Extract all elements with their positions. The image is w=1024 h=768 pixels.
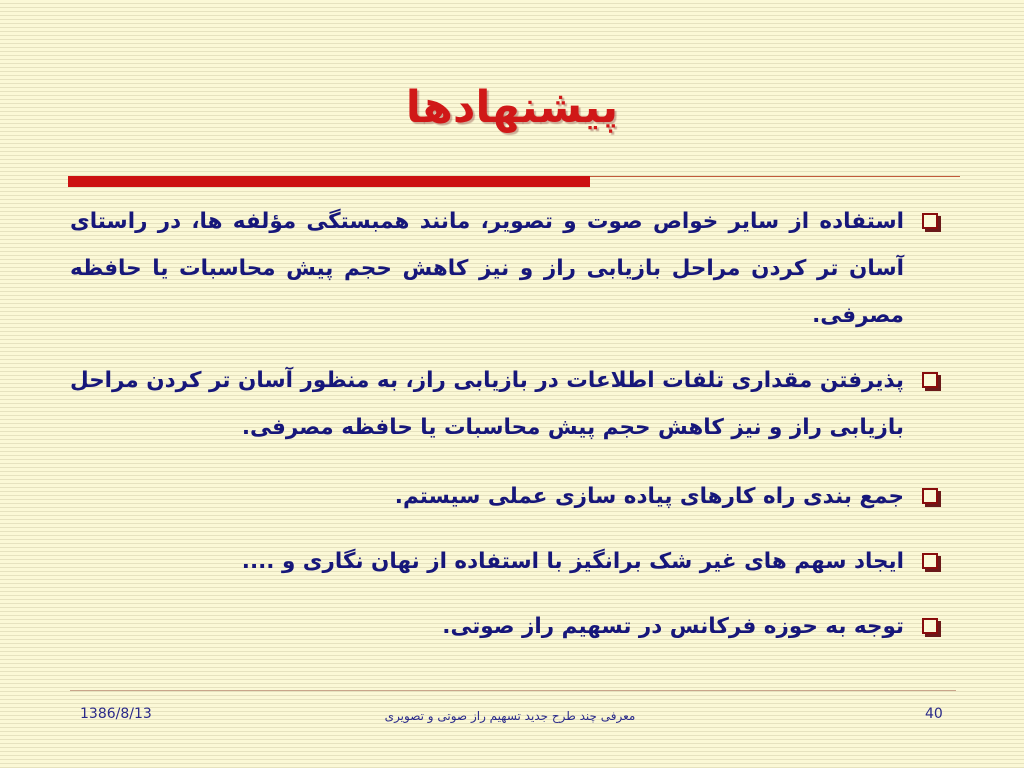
checkbox-icon [922,618,938,634]
list-item [70,198,942,339]
footer-date: 1386/8/13 [80,706,152,722]
page-number: 40 [925,706,943,722]
bullet-text: پذیرفتن مقداری تلفات اطلاعات در بازیابی راز، به منظور آسان تر کردن مراحل بازیابی راز و نیز کاهش حجم پیش محاسبات یا حافظه مصرفی. [70,368,904,440]
list-item [70,473,942,520]
bullet-text: توجه به حوزه فرکانس در تسهیم راز صوتی. [442,614,904,639]
list-item [70,603,942,650]
footer-divider [70,690,956,691]
checkbox-icon [922,553,938,569]
title-underline-bar [68,176,590,187]
slide-title: پیشنهادها [405,82,619,133]
checkbox-icon [922,488,938,504]
bullet-list [70,198,942,662]
bullet-text: استفاده از سایر خواص صوت و تصویر، مانند همبستگی مؤلفه ها، در راستای آسان تر کردن مراحل بازیابی راز و نیز کاهش حجم پیش محاسبات یا حافظه مصرفی. [70,209,904,328]
list-item [70,538,942,585]
checkbox-icon [922,213,938,229]
list-item [70,357,942,451]
bullet-text: جمع بندی راه کارهای پیاده سازی عملی سیستم. [394,484,904,509]
footer-subtitle: معرفی چند طرح جدید تسهیم راز صوتی و تصویری [384,709,636,723]
title-underline-rule [590,176,960,177]
checkbox-icon [922,372,938,388]
bullet-text: ایجاد سهم های غیر شک برانگیز با استفاده از نهان نگاری و .... [241,549,904,574]
